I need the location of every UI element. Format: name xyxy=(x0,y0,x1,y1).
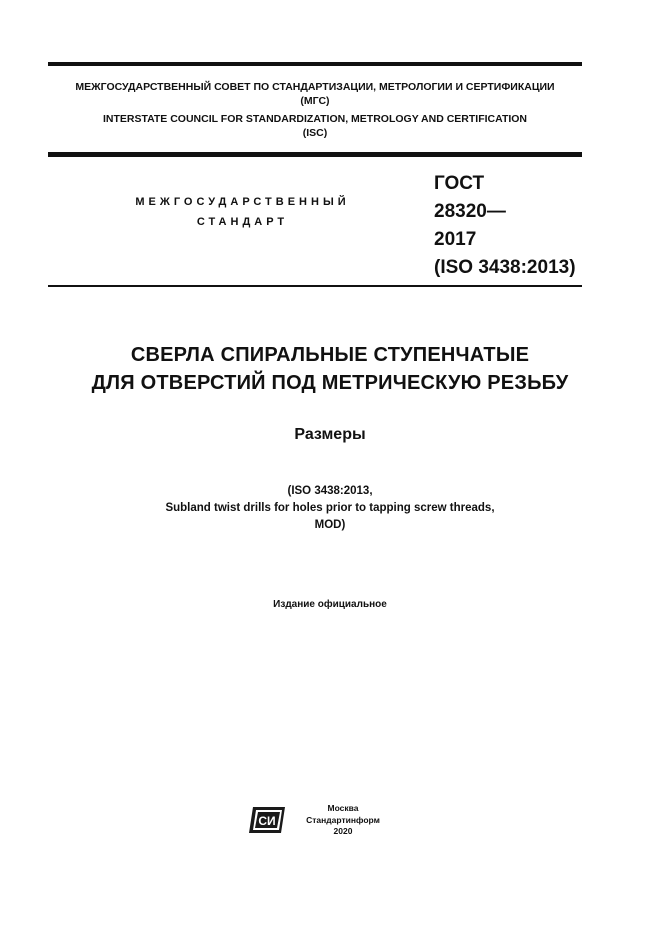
standard-type xyxy=(100,192,385,232)
top-rule xyxy=(48,62,582,66)
document-title xyxy=(30,341,630,397)
iso-designation: (ISO 3438:2013) xyxy=(434,257,576,278)
svg-text:СИ: СИ xyxy=(258,814,276,828)
iso-reference-line3: MOD) xyxy=(314,519,346,531)
iso-reference-line1: (ISO 3438:2013, xyxy=(287,485,373,497)
publisher-info xyxy=(303,803,383,838)
gost-label: ГОСТ xyxy=(434,173,485,194)
iso-reference-line2: Subland twist drills for holes prior to tapping screw threads, xyxy=(165,502,495,514)
council-ru-abbrev: (МГС) xyxy=(300,95,330,107)
standard-designation xyxy=(434,170,576,282)
gost-year: 2017 xyxy=(434,229,477,250)
document-subtitle: Размеры xyxy=(294,426,366,443)
council-en-line1: INTERSTATE COUNCIL FOR STANDARDIZATION, METROLOGY AND CERTIFICATION xyxy=(102,113,528,125)
title-line1: СВЕРЛА СПИРАЛЬНЫЕ СТУПЕНЧАТЫЕ xyxy=(130,344,530,366)
title-line2: ДЛЯ ОТВЕРСТИЙ ПОД МЕТРИЧЕСКУЮ РЕЗЬБУ xyxy=(91,372,569,394)
iso-reference xyxy=(30,483,630,534)
publisher-name: Стандартинформ xyxy=(306,814,380,825)
publication-year: 2020 xyxy=(333,826,353,836)
middle-rule xyxy=(48,152,582,157)
publisher-block xyxy=(249,803,389,843)
publisher-city: Москва xyxy=(327,803,359,813)
standartinform-logo-icon xyxy=(249,805,285,835)
lower-rule xyxy=(48,285,582,287)
council-name-ru xyxy=(48,80,582,108)
standard-type-line1: МЕЖГОСУДАРСТВЕННЫЙ xyxy=(135,196,350,208)
standard-type-line2: СТАНДАРТ xyxy=(196,216,289,228)
council-en-abbrev: (ISC) xyxy=(302,127,328,139)
council-name-en xyxy=(48,112,582,140)
edition-note: Издание официальное xyxy=(273,599,387,610)
council-ru-line1: МЕЖГОСУДАРСТВЕННЫЙ СОВЕТ ПО СТАНДАРТИЗАЦИИ, МЕТРОЛОГИИ И СЕРТИФИКАЦИИ xyxy=(75,81,555,93)
gost-number: 28320— xyxy=(434,201,506,222)
